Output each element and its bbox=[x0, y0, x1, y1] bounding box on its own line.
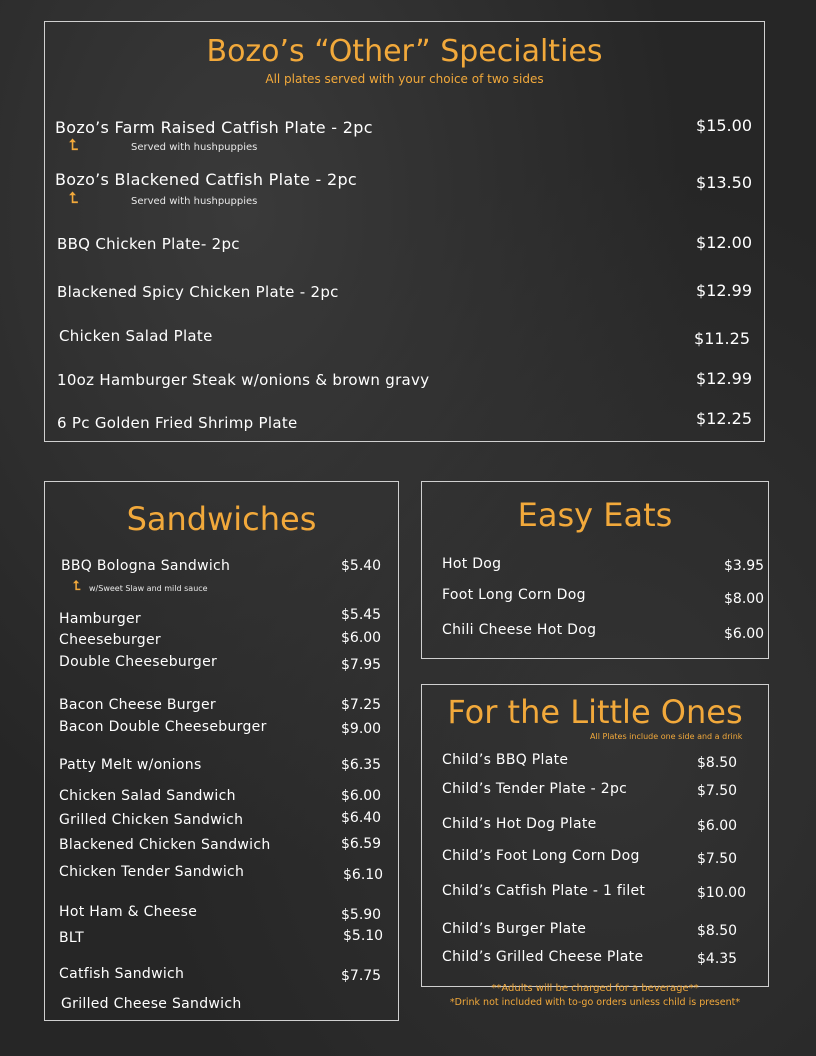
menu-item: Blackened Chicken Sandwich bbox=[59, 837, 271, 853]
menu-price: $12.99 bbox=[696, 281, 752, 300]
little-ones-subtitle: All Plates include one side and a drink bbox=[590, 732, 743, 741]
menu-price: $3.95 bbox=[724, 558, 765, 574]
menu-item: 10oz Hamburger Steak w/onions & brown gravy bbox=[57, 371, 430, 389]
menu-item: Child’s Burger Plate bbox=[442, 921, 587, 937]
menu-item: Hot Ham & Cheese bbox=[59, 904, 198, 920]
menu-price: $6.40 bbox=[341, 810, 382, 826]
menu-item: BBQ Bologna Sandwich bbox=[61, 558, 231, 574]
menu-item: Grilled Cheese Sandwich bbox=[61, 996, 242, 1012]
menu-item: Foot Long Corn Dog bbox=[442, 587, 586, 603]
menu-price: $5.45 bbox=[341, 607, 382, 623]
menu-price: $15.00 bbox=[696, 116, 752, 135]
menu-price: $6.59 bbox=[341, 836, 382, 852]
sandwiches-panel bbox=[44, 481, 399, 1021]
menu-item: Child’s Foot Long Corn Dog bbox=[442, 848, 640, 864]
little-ones-title: For the Little Ones bbox=[447, 693, 743, 731]
menu-item: BLT bbox=[59, 930, 84, 946]
menu-item: Chicken Salad Sandwich bbox=[59, 788, 236, 804]
menu-item: Child’s Catfish Plate - 1 filet bbox=[442, 883, 646, 899]
menu-item: Cheeseburger bbox=[59, 632, 161, 648]
menu-item: Child’s Tender Plate - 2pc bbox=[442, 781, 628, 797]
menu-price: $7.50 bbox=[697, 851, 738, 867]
menu-price: $6.00 bbox=[724, 626, 765, 642]
menu-item: Double Cheeseburger bbox=[59, 654, 218, 670]
menu-price: $8.00 bbox=[724, 591, 765, 607]
arrow-icon: ⮤ bbox=[69, 136, 78, 154]
menu-price: $10.00 bbox=[697, 885, 746, 901]
specialties-title: Bozo’s “Other” Specialties bbox=[206, 34, 603, 69]
menu-item: Patty Melt w/onions bbox=[59, 757, 202, 773]
footnote-togo: *Drink not included with to-go orders unless child is present* bbox=[449, 997, 741, 1008]
menu-price: $6.35 bbox=[341, 757, 382, 773]
menu-item: Chicken Salad Plate bbox=[59, 327, 213, 345]
menu-price: $9.00 bbox=[341, 721, 382, 737]
arrow-icon: ⮤ bbox=[69, 189, 78, 207]
menu-price: $7.50 bbox=[697, 783, 738, 799]
menu-item: Child’s BBQ Plate bbox=[442, 752, 569, 768]
menu-price: $5.90 bbox=[341, 907, 382, 923]
menu-price: $8.50 bbox=[697, 923, 738, 939]
item-note: Served with hushpuppies bbox=[131, 196, 258, 207]
menu-item: Bacon Double Cheeseburger bbox=[59, 719, 267, 735]
easy-eats-title: Easy Eats bbox=[517, 496, 673, 534]
specialties-subtitle: All plates served with your choice of two sides bbox=[265, 72, 544, 86]
menu-item: Child’s Grilled Cheese Plate bbox=[442, 949, 644, 965]
menu-price: $13.50 bbox=[696, 173, 752, 192]
menu-price: $12.00 bbox=[696, 233, 752, 252]
menu-price: $12.25 bbox=[696, 409, 752, 428]
menu-item: Bozo’s Blackened Catfish Plate - 2pc bbox=[55, 170, 358, 189]
menu-price: $11.25 bbox=[694, 329, 750, 348]
menu-item: Hot Dog bbox=[442, 556, 502, 572]
menu-price: $6.00 bbox=[341, 630, 382, 646]
menu-price: $6.00 bbox=[341, 788, 382, 804]
sandwiches-title: Sandwiches bbox=[126, 500, 317, 538]
menu-item: Bozo’s Farm Raised Catfish Plate - 2pc bbox=[55, 118, 373, 137]
menu-price: $7.25 bbox=[341, 697, 382, 713]
menu-price: $5.40 bbox=[341, 558, 382, 574]
item-note: w/Sweet Slaw and mild sauce bbox=[89, 584, 208, 593]
menu-item: Blackened Spicy Chicken Plate - 2pc bbox=[57, 283, 339, 301]
menu-item: Chili Cheese Hot Dog bbox=[442, 622, 597, 638]
menu-price: $7.75 bbox=[341, 968, 382, 984]
menu-price: $7.95 bbox=[341, 657, 382, 673]
menu-price: $8.50 bbox=[697, 755, 738, 771]
menu-price: $12.99 bbox=[696, 369, 752, 388]
little-ones-panel bbox=[421, 684, 769, 987]
specialties-panel bbox=[44, 21, 765, 442]
menu-item: Hamburger bbox=[59, 611, 141, 627]
menu-price: $5.10 bbox=[343, 928, 384, 944]
menu-price: $4.35 bbox=[697, 951, 738, 967]
menu-item: BBQ Chicken Plate- 2pc bbox=[57, 235, 240, 253]
menu-item: Chicken Tender Sandwich bbox=[59, 864, 245, 880]
footnote-beverage: **Adults will be charged for a beverage** bbox=[491, 983, 699, 994]
menu-item: Catfish Sandwich bbox=[59, 966, 185, 982]
menu-price: $6.10 bbox=[343, 867, 384, 883]
menu-price: $6.00 bbox=[697, 818, 738, 834]
menu-item: Grilled Chicken Sandwich bbox=[59, 812, 244, 828]
item-note: Served with hushpuppies bbox=[131, 142, 258, 153]
arrow-icon: ⮤ bbox=[73, 579, 81, 594]
easy-eats-panel bbox=[421, 481, 769, 659]
menu-item: 6 Pc Golden Fried Shrimp Plate bbox=[57, 414, 298, 432]
menu-item: Child’s Hot Dog Plate bbox=[442, 816, 597, 832]
menu-item: Bacon Cheese Burger bbox=[59, 697, 216, 713]
